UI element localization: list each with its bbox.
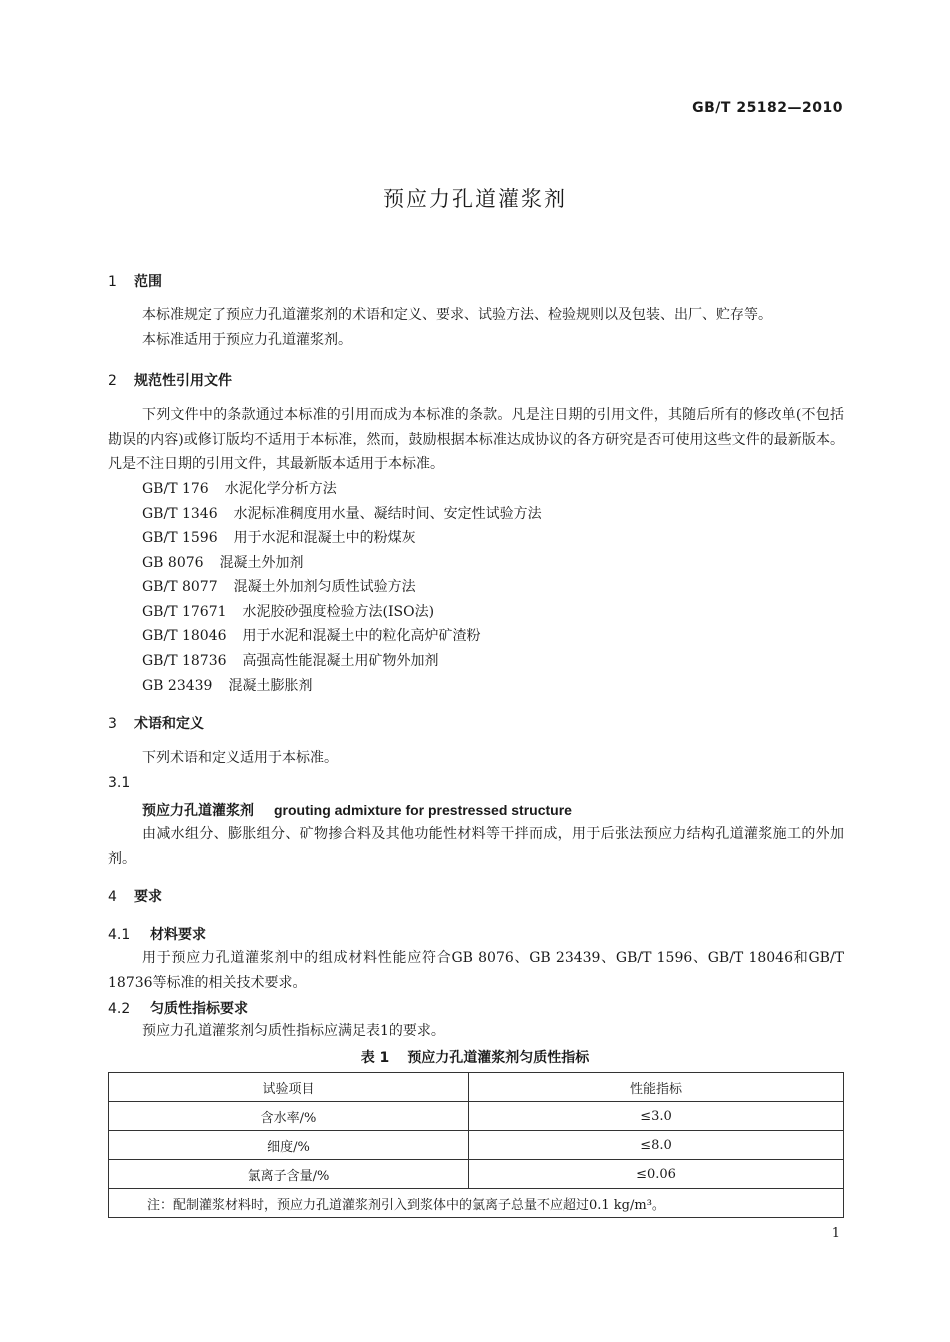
section-4-2-heading <box>108 998 248 1018</box>
reference-title: 混凝土外加剂 <box>219 555 304 571</box>
section-4-1-title: 材料要求 <box>150 927 206 943</box>
reference-code: GB/T 17671 <box>142 604 227 620</box>
reference-code: GB 23439 <box>142 678 213 694</box>
term-english: grouting admixture for prestressed structure <box>274 802 572 818</box>
term-definition: 由减水组分、膨胀组分、矿物掺合料及其他功能性材料等干拌而成，用于后张法预应力结构孔道灌浆施工的外加剂。 <box>108 826 844 867</box>
section-4-1-number: 4.1 <box>108 927 131 943</box>
section-4-title: 要求 <box>134 889 162 905</box>
table-note: 注：配制灌浆材料时，预应力孔道灌浆剂引入到浆体中的氯离子总量不应超过0.1 kg/m³。 <box>109 1189 844 1218</box>
term-chinese: 预应力孔道灌浆剂 <box>142 803 254 819</box>
reference-item <box>142 552 304 572</box>
section-1-heading <box>108 271 162 291</box>
page-number: 1 <box>831 1226 840 1241</box>
document-title: 预应力孔道灌浆剂 <box>383 187 567 211</box>
section-1-title: 范围 <box>134 274 162 290</box>
term-entry <box>142 800 572 820</box>
reference-title: 水泥化学分析方法 <box>224 481 337 497</box>
section-4-2-number: 4.2 <box>108 1001 131 1017</box>
table-header-row <box>109 1073 844 1102</box>
section-2-intro: 下列文件中的条款通过本标准的引用而成为本标准的条款。凡是注日期的引用文件，其随后所有的修改单(不包括勘误的内容)或修订版均不适用于本标准，然而，鼓励根据本标准达成协议的各方研究是否可使用这些文件的最新版本。凡是不注日期的引用文件，其最新版本适用于本标准。 <box>108 407 844 472</box>
reference-code: GB/T 176 <box>142 481 209 497</box>
reference-title: 用于水泥和混凝土中的粒化高炉矿渣粉 <box>242 628 481 644</box>
section-4-2-text: 预应力孔道灌浆剂匀质性指标应满足表1的要求。 <box>142 1023 445 1039</box>
reference-title: 水泥标准稠度用水量、凝结时间、安定性试验方法 <box>233 506 542 522</box>
section-2-number: 2 <box>108 373 117 389</box>
reference-item <box>142 601 434 621</box>
table-row <box>109 1102 844 1131</box>
section-3-number: 3 <box>108 716 117 732</box>
reference-title: 混凝土膨胀剂 <box>228 678 313 694</box>
section-2-title: 规范性引用文件 <box>134 373 232 389</box>
section-3-title: 术语和定义 <box>134 716 204 732</box>
reference-title: 混凝土外加剂匀质性试验方法 <box>233 579 416 595</box>
table-header-cell: 性能指标 <box>469 1073 844 1102</box>
standard-number: GB/T 25182—2010 <box>692 100 843 116</box>
table-cell: ≤0.06 <box>469 1160 844 1189</box>
subsection-3-1-number <box>108 775 130 791</box>
reference-code: GB/T 18736 <box>142 653 227 669</box>
section-4-number: 4 <box>108 889 117 905</box>
table-caption-text: 预应力孔道灌浆剂匀质性指标 <box>407 1050 590 1066</box>
reference-title: 水泥胶砂强度检验方法(ISO法) <box>242 604 435 620</box>
section-3-heading <box>108 713 204 733</box>
reference-code: GB/T 18046 <box>142 628 227 644</box>
section-1-para-2: 本标准适用于预应力孔道灌浆剂。 <box>142 332 352 348</box>
section-2-heading <box>108 370 232 390</box>
reference-item <box>142 650 439 670</box>
table-caption <box>0 1047 950 1067</box>
reference-item <box>142 527 416 547</box>
section-1-para-1: 本标准规定了预应力孔道灌浆剂的术语和定义、要求、试验方法、检验规则以及包装、出厂、贮存等。 <box>142 307 772 323</box>
section-4-2-title: 匀质性指标要求 <box>150 1001 248 1017</box>
reference-item <box>142 576 416 596</box>
section-4-1-heading <box>108 924 206 944</box>
table-label: 表 1 <box>360 1050 390 1066</box>
section-4-heading <box>108 886 162 906</box>
table-cell: 细度/% <box>109 1131 469 1160</box>
reference-item <box>142 675 312 695</box>
table-note-row <box>109 1189 844 1218</box>
table-header-cell: 试验项目 <box>109 1073 469 1102</box>
section-4-1-text: 用于预应力孔道灌浆剂中的组成材料性能应符合GB 8076、GB 23439、GB/T 1596、GB/T 18046和GB/T 18736等标准的相关技术要求。 <box>108 950 844 991</box>
reference-item <box>142 625 481 645</box>
section-1-number: 1 <box>108 274 117 290</box>
reference-item <box>142 478 337 498</box>
table-cell: ≤8.0 <box>469 1131 844 1160</box>
reference-code: GB/T 1346 <box>142 506 218 522</box>
uniformity-index-table <box>108 1072 844 1218</box>
table-row <box>109 1160 844 1189</box>
reference-title: 高强高性能混凝土用矿物外加剂 <box>242 653 439 669</box>
reference-code: GB/T 8077 <box>142 579 218 595</box>
table-cell: 氯离子含量/% <box>109 1160 469 1189</box>
subsection-number: 3.1 <box>108 775 131 791</box>
table-cell: 含水率/% <box>109 1102 469 1131</box>
reference-code: GB 8076 <box>142 555 204 571</box>
table-row <box>109 1131 844 1160</box>
reference-item <box>142 503 542 523</box>
reference-code: GB/T 1596 <box>142 530 218 546</box>
section-3-intro: 下列术语和定义适用于本标准。 <box>142 750 338 766</box>
table-cell: ≤3.0 <box>469 1102 844 1131</box>
reference-title: 用于水泥和混凝土中的粉煤灰 <box>233 530 416 546</box>
